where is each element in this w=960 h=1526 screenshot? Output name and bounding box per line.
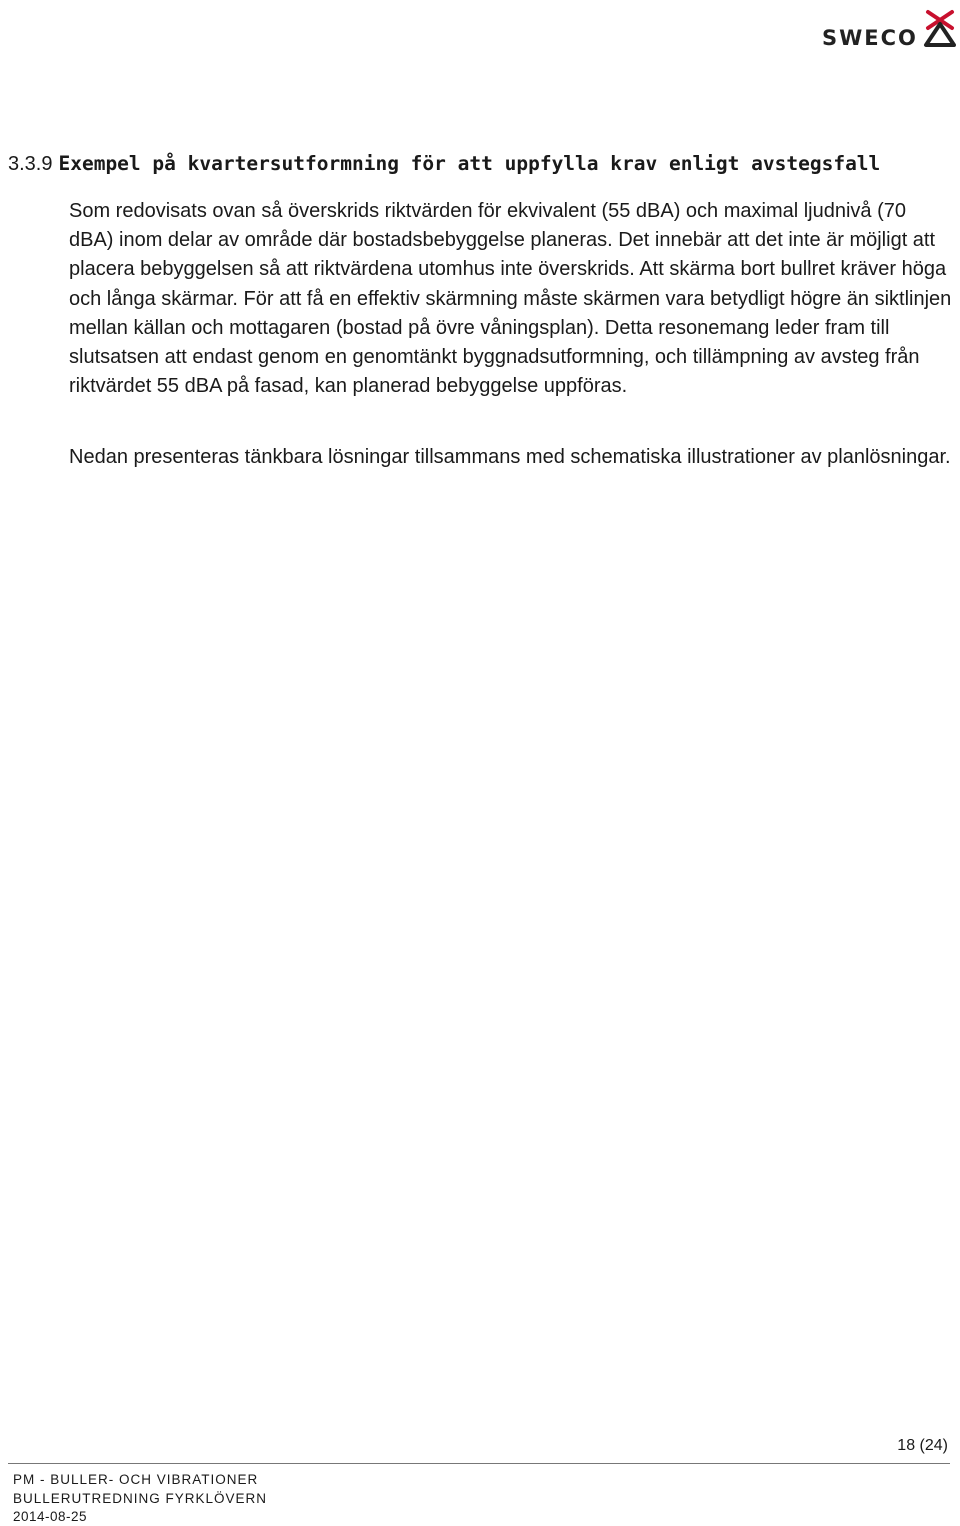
footer-date: 2014-08-25: [13, 1509, 88, 1524]
footer-doc-type: PM - BULLER- OCH VIBRATIONER: [13, 1472, 259, 1487]
body-paragraph: Som redovisats ovan så överskrids riktvärden för ekvivalent (55 dBA) och maximal ljudnivå (70 dBA) inom delar av område där bostadsbebyggelse planeras. Det innebär att det inte är möjligt att placera bebyggelsen så att riktvärdena utomhus inte överskrids. Att skärma bort bullret kräver höga och långa skärmar. För att få en effektiv skärmning måste skärmen vara betydligt högre än siktlinjen mellan källan och mottagaren (bostad på övre våningsplan). Detta resonemang leder fram till slutsatsen att endast genom en genomtänkt byggnadsutformning, och tillämpning av avsteg från riktvärdet 55 dBA på fasad, kan planerad bebyggelse uppföras.: [69, 200, 952, 398]
section-number: 3.3.9: [8, 153, 53, 175]
section-heading: [8, 152, 953, 176]
page-number: 18 (24): [897, 1437, 948, 1454]
logo-text: SWECO: [822, 26, 918, 50]
footer-divider: [8, 1463, 950, 1464]
body-paragraph: Nedan presenteras tänkbara lösningar tillsammans med schematiska illustrationer av planlösningar.: [69, 446, 951, 468]
sweco-logo: [822, 8, 958, 52]
section-title: Exempel på kvartersutformning för att uppfylla krav enligt avstegsfall: [58, 152, 881, 175]
footer-doc-title: BULLERUTREDNING FYRKLÖVERN: [13, 1491, 268, 1506]
sweco-mark-icon: [922, 8, 958, 48]
